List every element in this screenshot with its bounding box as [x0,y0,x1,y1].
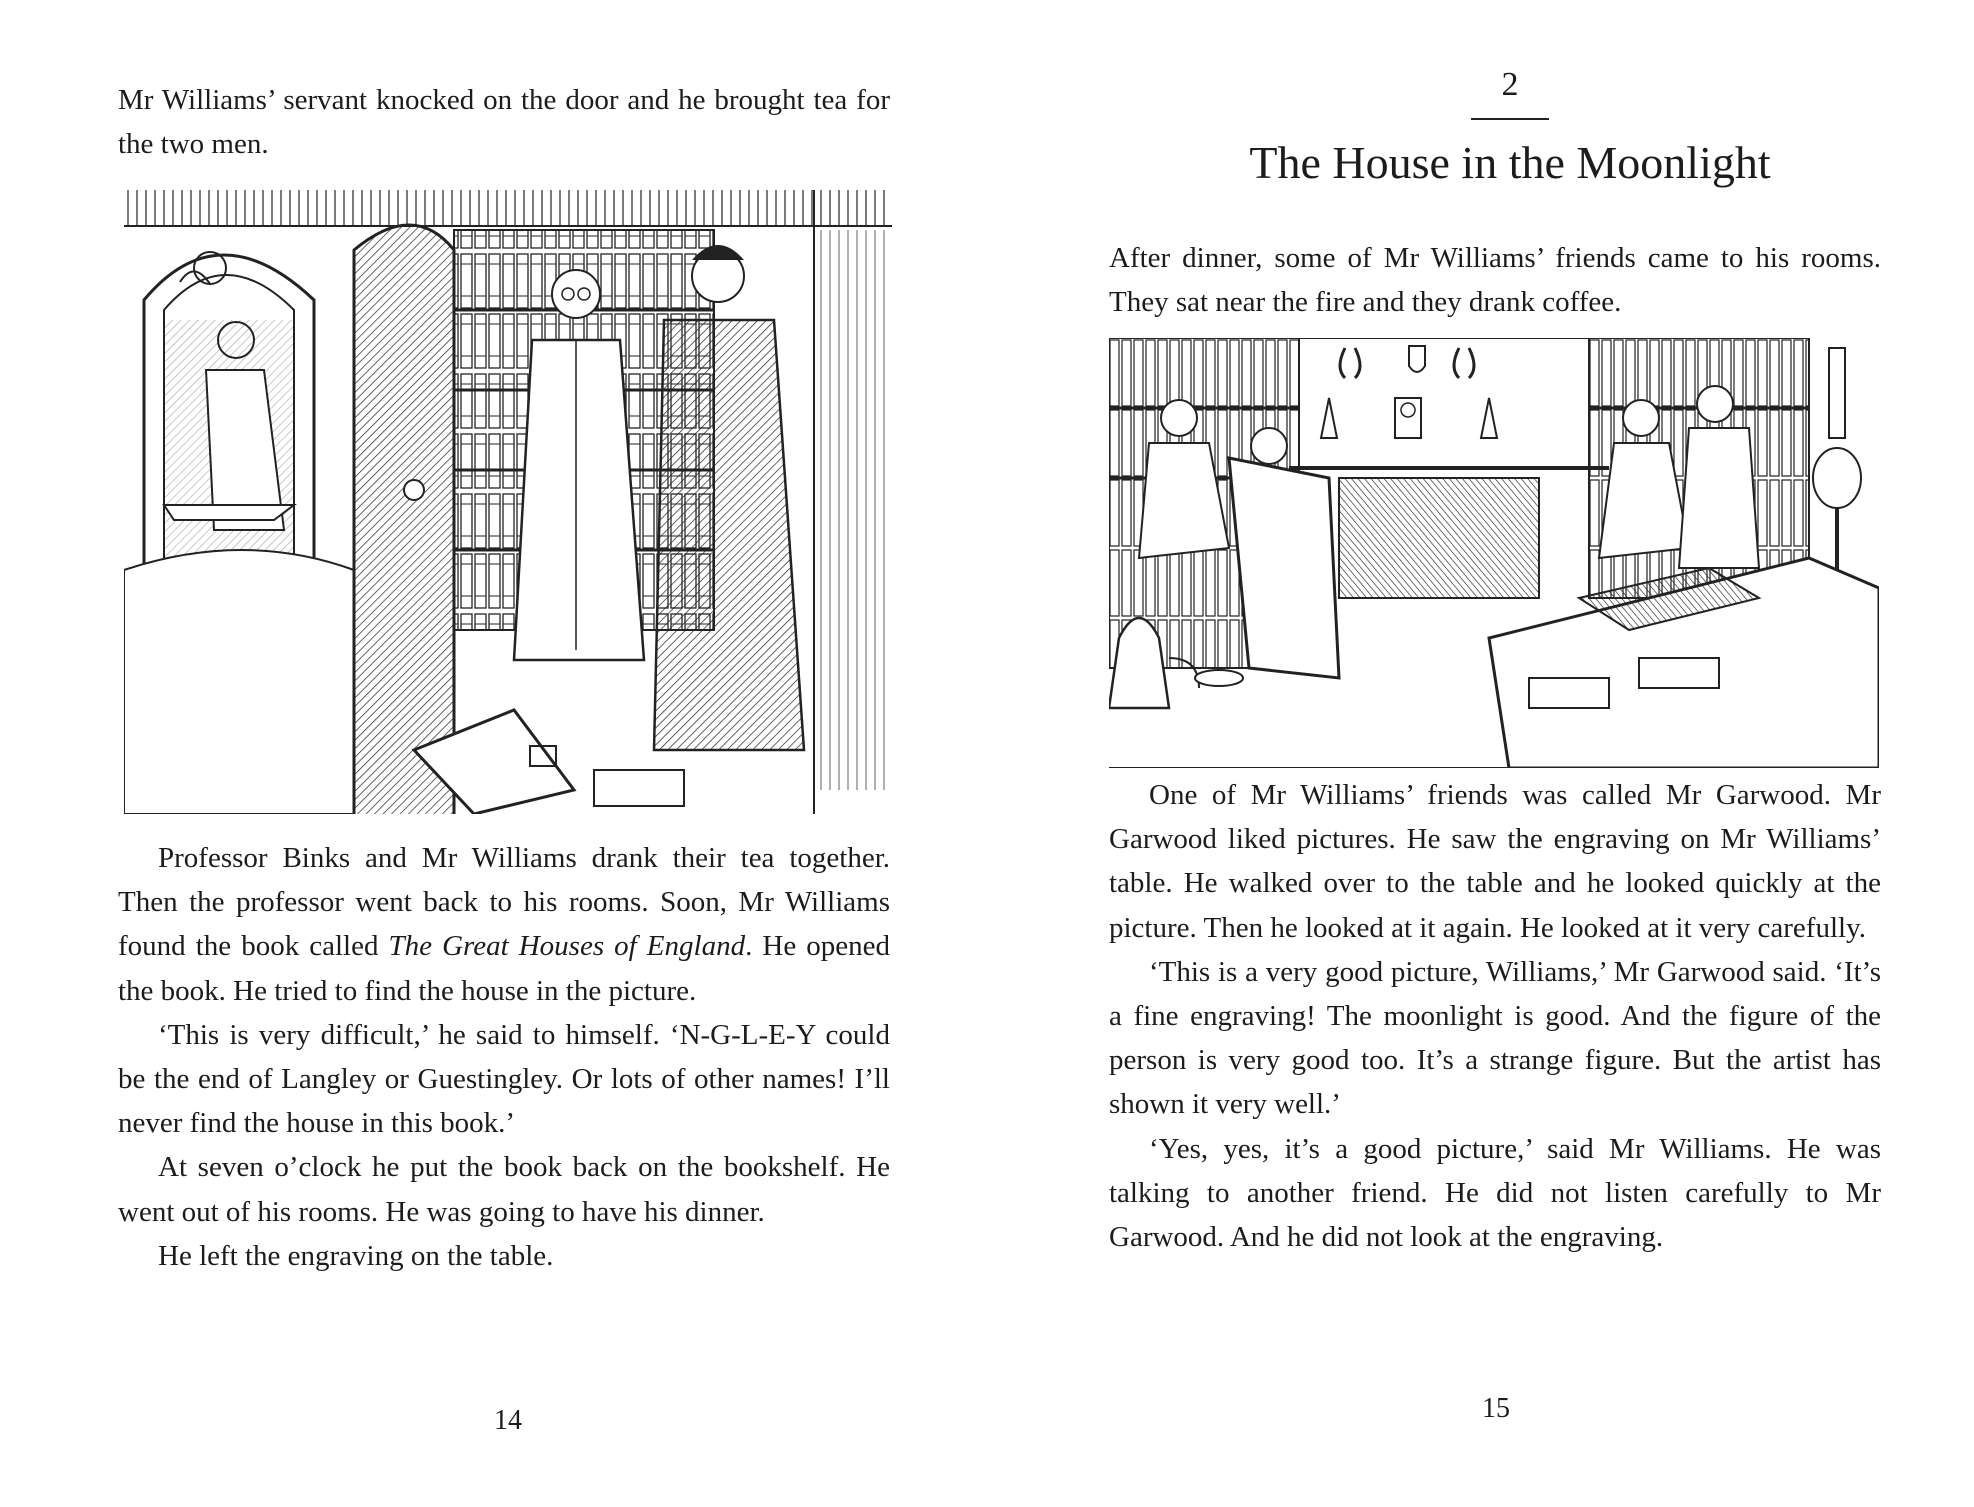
right-paragraph-1: After dinner, some of Mr Williams’ friends came to his rooms. They sat near the fire and they drank coffee. [1109,242,1881,319]
left-paragraph-4: At seven o’clock he put the book back on the bookshelf. He went out of his rooms. He was going to have his dinner. [118,1151,890,1228]
left-paragraph-1: Mr Williams’ servant knocked on the door and he brought tea for the two men. [118,84,890,160]
left-paragraph-3: ‘This is very difficult,’ he said to himself. ‘N-G-L-E-Y could be the end of Langley or Guestingley. Or lots of other names! I’ll never find the house in this book.’ [118,1018,890,1140]
illustration-friends-by-fire [1109,338,1879,768]
chapter-number-rule [1471,118,1549,120]
book-title: The Great Houses of England [388,930,746,963]
right-page-number: 15 [1482,1393,1510,1424]
right-paragraph-2: One of Mr Williams’ friends was called Mr Garwood. Mr Garwood liked pictures. He saw the engraving on Mr Williams’ table. He walked over to the table and he looked quickly at the picture. Then he looked at it again. He looked at it very carefully. [1109,779,1881,944]
left-paragraph-2-after: . He opened the book. He tried to find the house in the picture. [118,930,890,1007]
chapter-number: 2 [1501,66,1519,103]
left-paragraph-5: He left the engraving on the table. [158,1239,554,1272]
chapter-title: The House in the Moonlight [1249,137,1771,188]
right-lower-text [1109,773,1881,1259]
illustration-friends-by-fire-drawing [1109,338,1879,768]
left-paragraph-2-before: Professor Binks and Mr Williams drank their tea together. Then the professor went back to his rooms. Soon, Mr Williams found the book called [118,842,890,963]
right-paragraph-3: ‘This is a very good picture, Williams,’ Mr Garwood said. ‘It’s a fine engraving! The moonlight is good. And the figure of the person is very good too. It’s a strange figure. But the artist has shown it very well.’ [1109,955,1881,1121]
right-opening-text [1109,236,1881,324]
left-page-number: 14 [494,1405,522,1436]
right-paragraph-4: ‘Yes, yes, it’s a good picture,’ said Mr Williams. He was talking to another friend. He did not listen carefully to Mr Garwood. And he did not look at the engraving. [1109,1132,1881,1254]
